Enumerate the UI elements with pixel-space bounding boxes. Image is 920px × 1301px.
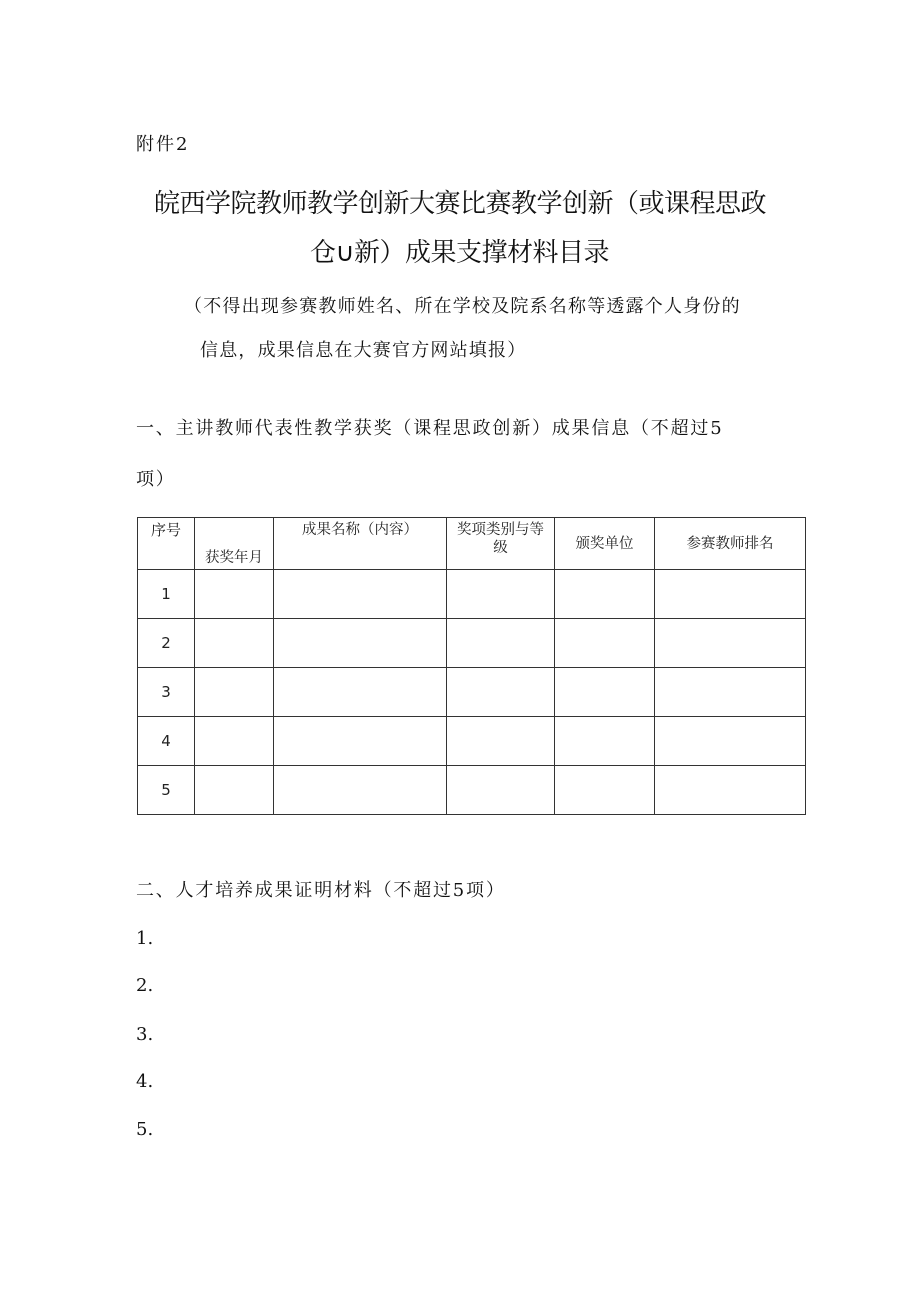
cell-award-category[interactable]: [447, 766, 555, 815]
cell-award-date[interactable]: [195, 570, 274, 619]
list-item: 2.: [136, 975, 154, 996]
cell-awarding-unit[interactable]: [555, 668, 655, 717]
section-2-heading: 二、人才培养成果证明材料（不超过5项）: [136, 880, 506, 901]
row-number: 2: [138, 619, 195, 668]
list-item: 3.: [136, 1024, 154, 1045]
cell-award-date[interactable]: [195, 619, 274, 668]
table-row: [138, 668, 806, 717]
cell-award-date[interactable]: [195, 668, 274, 717]
section-1-heading-line-2: 项）: [136, 469, 176, 490]
cell-award-date[interactable]: [195, 717, 274, 766]
header-award-date: 获奖年月: [195, 518, 274, 570]
list-item: 1.: [136, 928, 154, 949]
cell-awarding-unit[interactable]: [555, 619, 655, 668]
row-number: 5: [138, 766, 195, 815]
cell-award-date[interactable]: [195, 766, 274, 815]
page-title-line-1: 皖西学院教师教学创新大赛比赛教学创新（或课程思政: [154, 189, 767, 219]
awards-table: [137, 517, 806, 815]
header-achievement-name: 成果名称（内容）: [274, 518, 447, 570]
cell-teacher-rank[interactable]: [655, 619, 806, 668]
cell-award-category[interactable]: [447, 570, 555, 619]
page-title-line-2: 仓∪新）成果支撑材料目录: [310, 238, 610, 268]
list-item: 4.: [136, 1071, 154, 1092]
header-award-category: 奖项类别与等级: [447, 518, 555, 570]
cell-teacher-rank[interactable]: [655, 717, 806, 766]
cell-awarding-unit[interactable]: [555, 570, 655, 619]
section-1-heading-line-1: 一、主讲教师代表性教学获奖（课程思政创新）成果信息（不超过5: [136, 418, 724, 439]
cell-awarding-unit[interactable]: [555, 766, 655, 815]
cell-teacher-rank[interactable]: [655, 668, 806, 717]
cell-award-category[interactable]: [447, 668, 555, 717]
cell-teacher-rank[interactable]: [655, 570, 806, 619]
cell-achievement-name[interactable]: [274, 717, 447, 766]
note-line-2: 信息，成果信息在大赛官方网站填报）: [200, 340, 527, 361]
cell-award-category[interactable]: [447, 717, 555, 766]
note-line-1: （不得出现参赛教师姓名、所在学校及院系名称等透露个人身份的: [184, 296, 741, 317]
list-item: 5.: [136, 1119, 154, 1140]
header-awarding-unit: 颁奖单位: [555, 518, 655, 570]
row-number: 3: [138, 668, 195, 717]
cell-awarding-unit[interactable]: [555, 717, 655, 766]
header-teacher-rank: 参赛教师排名: [655, 518, 806, 570]
table-row: [138, 570, 806, 619]
table-row: [138, 766, 806, 815]
cell-achievement-name[interactable]: [274, 766, 447, 815]
table-row: [138, 619, 806, 668]
cell-award-category[interactable]: [447, 619, 555, 668]
row-number: 4: [138, 717, 195, 766]
table-header-row: [138, 518, 806, 570]
cell-achievement-name[interactable]: [274, 570, 447, 619]
cell-teacher-rank[interactable]: [655, 766, 806, 815]
cell-achievement-name[interactable]: [274, 619, 447, 668]
cell-achievement-name[interactable]: [274, 668, 447, 717]
table-row: [138, 717, 806, 766]
attachment-label: 附件2: [136, 134, 190, 155]
header-seq: 序号: [138, 518, 195, 570]
row-number: 1: [138, 570, 195, 619]
